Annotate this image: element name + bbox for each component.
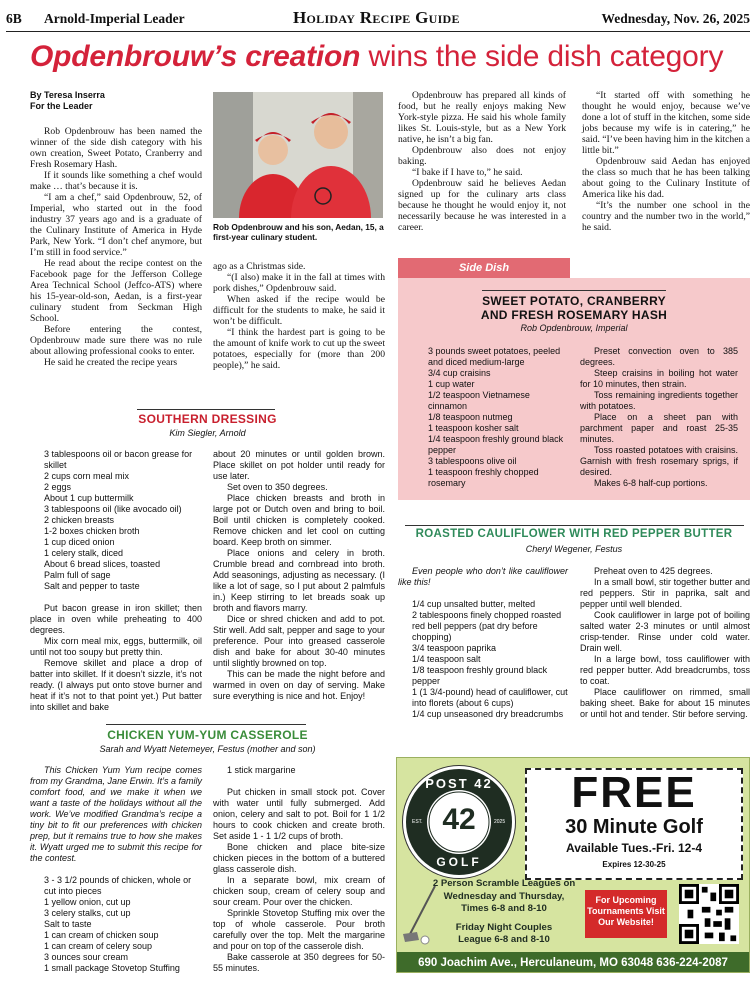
post42-golf-logo <box>403 766 515 878</box>
paragraph: “It started off with something he thought he would enjoy, because we’ve done a lot of stuff in the kitchen, some side jobs because my wife is in catering,” he said. “I’ve been having him in the kitchen a little bit.” <box>582 90 750 156</box>
direction: Toss roasted potatoes with craisins. Garnish with fresh rosemary sprigs, if desired. <box>580 445 738 477</box>
league-line: League 6-8 and 8-10 <box>458 934 550 945</box>
direction: Cook cauliflower in large pot of boiling salted water 2-3 minutes or until almost crisp-tender. Rinse under cold water. Drain well. <box>580 610 750 653</box>
chicken-author: Sarah and Wyatt Netemeyer, Festus (mother and son) <box>99 744 316 754</box>
article-column-1 <box>30 90 202 368</box>
paragraph: Rob Opdenbrouw has been named the winner of the side dish category with his own creation, Sweet Potato, Cranberry and Fresh Rosemary Hash. <box>30 126 202 170</box>
ingredient: About 6 bread slices, toasted <box>44 559 161 569</box>
ingredient: 1 small package Stovetop Stuffing <box>44 963 180 973</box>
direction: Set oven to 350 degrees. <box>227 482 328 492</box>
ingredient: 1/2 teaspoon Vietnamese cinnamon <box>428 390 530 411</box>
chicken-column-2 <box>213 765 385 974</box>
direction: Bake casserole at 350 degrees for 50-55 minutes. <box>213 952 385 973</box>
article-column-2 <box>213 261 385 371</box>
paragraph: “I am a chef,” said Opdenbrouw, 52, of Imperial, who started out in the food industry 37 years ago and is a graduate of the Culinary Institute of America in Hyde Park, New York. “I don’t chef anymore, but I’m still in food service.” <box>30 192 202 258</box>
free-offer-box <box>525 768 743 880</box>
issue-date: Wednesday, Nov. 26, 2025 <box>601 11 750 26</box>
availability: Available Tues.-Fri. 12-4 <box>565 841 703 855</box>
side-dish-title-line-2: AND FRESH ROSEMARY HASH <box>480 308 668 322</box>
direction: Place chicken breasts and broth in large pot or Dutch oven and bring to boil. Boil until chicken is completely cooked. Remove chicken and let cool on cutting board. Keep broth on simmer. <box>213 493 385 547</box>
league-line: Friday Night Couples <box>455 921 553 933</box>
southern-author: Kim Siegler, Arnold <box>169 428 246 438</box>
recipe-intro: Even people who don’t like cauliflower like this! <box>398 566 568 587</box>
ingredient: Salt to taste <box>44 919 92 929</box>
ingredient: 1/8 teaspoon nutmeg <box>428 412 513 422</box>
byline-org: For the Leader <box>30 101 93 111</box>
logo-est: EST. <box>412 819 423 825</box>
paragraph: If it sounds like something a chef would make … that’s because it is. <box>30 170 202 192</box>
paragraph: “It’s the number one school in the country and the number two in the world,” he said. <box>582 200 750 233</box>
tournaments-banner: For Upcoming Tournaments Visit Our Website! <box>585 890 667 938</box>
direction: Toss remaining ingredients together with potatoes. <box>580 390 738 411</box>
southern-column-1 <box>30 449 202 713</box>
paragraph: “I bake if I have to,” he said. <box>412 167 523 178</box>
ingredient: 3/4 cup craisins <box>428 368 491 378</box>
qr-code-icon <box>679 884 739 944</box>
direction: Place cauliflower on rimmed, small baking sheet. Bake for about 15 minutes or until hot and tender. Stir before serving. <box>580 687 750 719</box>
photo-illustration <box>213 92 383 218</box>
direction: This can be made the night before and warmed in oven on day of serving. Make sure everything is nice and hot. Enjoy! <box>213 669 385 701</box>
headline-rest: wins the side dish category <box>360 40 724 73</box>
ingredient: About 1 cup buttermilk <box>44 493 134 503</box>
ingredient: 1 (1 3/4-pound) head of cauliflower, cut into florets (about 6 cups) <box>412 687 568 708</box>
page-number: 6B <box>6 11 22 26</box>
paragraph: Opdenbrouw said Aedan has enjoyed the class so much that he has been talking about going to the Culinary Institute of America like his dad. <box>582 156 750 200</box>
chicken-title: CHICKEN YUM-YUM CASSEROLE <box>107 728 308 742</box>
direction: Place on a sheet pan with parchment paper and roast 25-35 minutes. <box>580 412 738 444</box>
league-line: Wednesday and Thursday, <box>443 890 565 902</box>
direction: Mix corn meal mix, eggs, buttermilk, oil until not too soupy but pretty thin. <box>30 636 202 657</box>
ingredient: 3 - 3 1/2 pounds of chicken, whole or cut into pieces <box>44 875 192 896</box>
expiry: Expires 12-30-25 <box>602 860 666 869</box>
side-dish-title-line-1: SWEET POTATO, CRANBERRY <box>482 294 666 308</box>
direction: Put chicken in small stock pot. Cover with water until fully submerged. Add onion, celery and salt to pot. Boil for 1 1/2 hours to cook chicken and create broth. Set aside 1 - 1 1/2 cups of broth. <box>213 787 385 841</box>
league-line: 2 Person Scramble Leagues on <box>432 878 576 889</box>
article-photo <box>213 92 383 218</box>
southern-column-2 <box>213 449 385 702</box>
ingredient: 1 teaspoon freshly chopped rosemary <box>428 467 539 488</box>
direction: Steep craisins in boiling hot water for 10 minutes, then strain. <box>580 368 738 389</box>
direction: Bone chicken and place bite-size chicken pieces in the bottom of a buttered glass casserole dish. <box>213 842 385 874</box>
golf-advertisement <box>396 757 750 973</box>
headline <box>30 40 750 74</box>
direction: about 20 minutes or until golden brown. Place skillet on pot holder until ready for use later. <box>213 449 385 481</box>
side-dish-ingredients <box>414 346 569 489</box>
ingredient: 2 tablespoons finely chopped roasted red bell peppers (pat dry before chopping) <box>412 610 562 642</box>
ingredient: 1 yellow onion, cut up <box>44 897 131 907</box>
free-heading: FREE <box>571 768 697 817</box>
ingredient: 1-2 boxes chicken broth <box>44 526 140 536</box>
paragraph: Opdenbrouw also does not enjoy baking. <box>398 145 566 167</box>
ingredient: 1 cup diced onion <box>44 537 115 547</box>
chicken-title-rule <box>106 724 306 725</box>
title-rule-top <box>482 290 666 291</box>
ingredient: 1/4 teaspoon freshly ground black pepper <box>428 434 564 455</box>
ingredient: Palm full of sage <box>44 570 111 580</box>
section-title: Holiday Recipe Guide <box>293 8 460 27</box>
cauliflower-column-1 <box>398 566 568 720</box>
paragraph: Opdenbrouw has prepared all kinds of food, but he really enjoys making New York-style pizza. He said his whole family likes St. Louis-style, but as a New York native, he isn’t a big fan. <box>398 90 566 145</box>
byline-name: By Teresa Inserra <box>30 90 105 100</box>
logo-number: 42 <box>442 803 476 836</box>
paragraph: Opdenbrouw said he believes Aedan signed up for the culinary arts class because he thought he would enjoy it, not necessarily because he was interested in a career. <box>398 178 566 233</box>
article-column-4 <box>582 90 750 233</box>
cauliflower-title-rule <box>405 525 744 526</box>
direction: Preheat oven to 425 degrees. <box>594 566 713 576</box>
ingredient: 1 cup water <box>428 379 475 389</box>
direction: Remove skillet and place a drop of batter into skillet. If it doesn’t sizzle, it’s not ready. (I always put onto stove burner and heat if it’s not to that point yet.) Put batter into skillet and bake <box>30 658 202 712</box>
ingredient: 3 tablespoons olive oil <box>428 456 517 466</box>
photo-caption: Rob Opdenbrouw and his son, Aedan, 15, a first-year culinary student. <box>213 222 384 242</box>
side-dish-directions <box>580 346 738 489</box>
direction: In a small bowl, stir together butter and red peppers. Stir in paprika, salt and pepper until well blended. <box>580 577 750 609</box>
ingredient: 1 can cream of celery soup <box>44 941 153 951</box>
side-dish-tab <box>398 258 570 278</box>
ingredient: 1 can cream of chicken soup <box>44 930 159 940</box>
ingredient: 1/4 cup unseasoned dry breadcrumbs <box>412 709 564 719</box>
ingredient: Salt and pepper to taste <box>44 581 140 591</box>
paragraph: “I think the hardest part is going to be the amount of knife work to cut up the sweet potatoes, especially for (more than 200 people),” he said. <box>213 327 385 371</box>
ingredient: 3 pounds sweet potatoes, peeled and diced medium-large <box>428 346 561 367</box>
direction: In a separate bowl, mix cream of chicken soup, cream of celery soup and sour cream. Pour over the chicken. <box>213 875 385 907</box>
ingredient: 2 eggs <box>44 482 72 492</box>
headline-bold: Opdenbrouw’s creation <box>30 40 361 73</box>
ingredient: 1/4 cup unsalted butter, melted <box>412 599 536 609</box>
ingredient: 1 celery stalk, diced <box>44 548 124 558</box>
league-info <box>419 878 589 947</box>
cauliflower-author: Cheryl Wegener, Festus <box>525 544 623 554</box>
ingredient: 1 teaspoon kosher salt <box>428 423 519 433</box>
ingredient: 1/8 teaspoon freshly ground black pepper <box>412 665 548 686</box>
direction: Put bacon grease in iron skillet; then place in oven while preheating to 400 degrees. <box>30 603 202 635</box>
southern-title: SOUTHERN DRESSING <box>138 412 277 426</box>
ingredient: 3/4 teaspoon paprika <box>412 643 497 653</box>
logo-bottom-text: GOLF <box>436 855 482 869</box>
logo-year: 2025 <box>494 819 506 825</box>
recipe-intro: This Chicken Yum Yum recipe comes from my Grandma, Jane Erwin. It’s a family comfort food, and we make it when we want a taste of the holidays without all the work. We’ve modified Grandma’s recipe a tiny bit to fit our preferences with chicken prep, but it remains true to how she makes it. Wyatt urged me to submit this recipe for the contest. <box>30 765 202 863</box>
side-dish-tab-label: Side Dish <box>458 262 510 274</box>
paragraph: He read about the recipe contest on the Facebook page for the Jefferson College Area Technical School (Jeffco-ATS) where his 15-year-old-son, Aedan, is a first-year culinary student from Seckman High School. <box>30 258 202 324</box>
ingredient: 3 tablespoons oil (like avocado oil) <box>44 504 182 514</box>
direction: Makes 6-8 half-cup portions. <box>594 478 708 488</box>
logo-top-text: POST 42 <box>425 776 493 791</box>
paragraph: ago as a Christmas side. <box>213 261 306 272</box>
ingredient: 1 stick margarine <box>227 765 296 775</box>
direction: In a large bowl, toss cauliflower with red pepper butter. Add breadcrumbs, toss to coat. <box>580 654 750 686</box>
offer-line: 30 Minute Golf <box>565 816 703 838</box>
direction: Preset convection oven to 385 degrees. <box>580 346 738 367</box>
paragraph: Before entering the contest, Opdenbrouw made sure there was no rule about allowing professional cooks to enter. <box>30 324 202 357</box>
paragraph: “(I also) make it in the fall at times with pork dishes,” Opdenbrouw said. <box>213 272 385 294</box>
page-header <box>6 8 750 32</box>
cauliflower-title: ROASTED CAULIFLOWER WITH RED PEPPER BUTTER <box>415 528 733 540</box>
ingredient: 3 tablespoons oil or bacon grease for skillet <box>44 449 193 470</box>
direction: Dice or shred chicken and add to pot. Stir well. Add salt, pepper and sage to your preference. Pour into greased casserole dish and bake for about 30-40 minutes until slightly browned on top. <box>213 614 385 668</box>
paragraph: When asked if the recipe would be difficult for the students to make, he said it won’t be difficult. <box>213 294 385 327</box>
ingredient: 2 chicken breasts <box>44 515 115 525</box>
ingredient: 1/4 teaspoon salt <box>412 654 481 664</box>
cauliflower-column-2 <box>580 566 750 720</box>
side-dish-author: Rob Opdenbrouw, Imperial <box>520 323 628 333</box>
southern-title-rule <box>137 409 275 410</box>
direction: Place onions and celery in broth. Crumble bread and cornbread into broth. Add seasonings, adjusting as necessary. (I like a lot of sage, so I put about 2 palmfuls in.) Keep stirring to let breads soak up broth and flavors marry. <box>213 548 385 613</box>
ingredient: 3 ounces sour cream <box>44 952 129 962</box>
side-dish-recipe-box <box>398 278 750 500</box>
ingredient: 3 celery stalks, cut up <box>44 908 131 918</box>
league-line: Times 6-8 and 8-10 <box>461 903 547 914</box>
article-column-3 <box>398 90 566 233</box>
paragraph: He said he created the recipe years <box>44 357 178 368</box>
chicken-column-1 <box>30 765 202 974</box>
address-bar: 690 Joachim Ave., Herculaneum, MO 63048 636-224-2087 <box>397 952 749 973</box>
paper-name: Arnold-Imperial Leader <box>44 11 185 26</box>
direction: Sprinkle Stovetop Stuffing mix over the top of whole casserole. Pour broth carefully over the top. Melt the margarine and pour on top of the casserole dish. <box>213 908 385 951</box>
ingredient: 2 cups corn meal mix <box>44 471 130 481</box>
